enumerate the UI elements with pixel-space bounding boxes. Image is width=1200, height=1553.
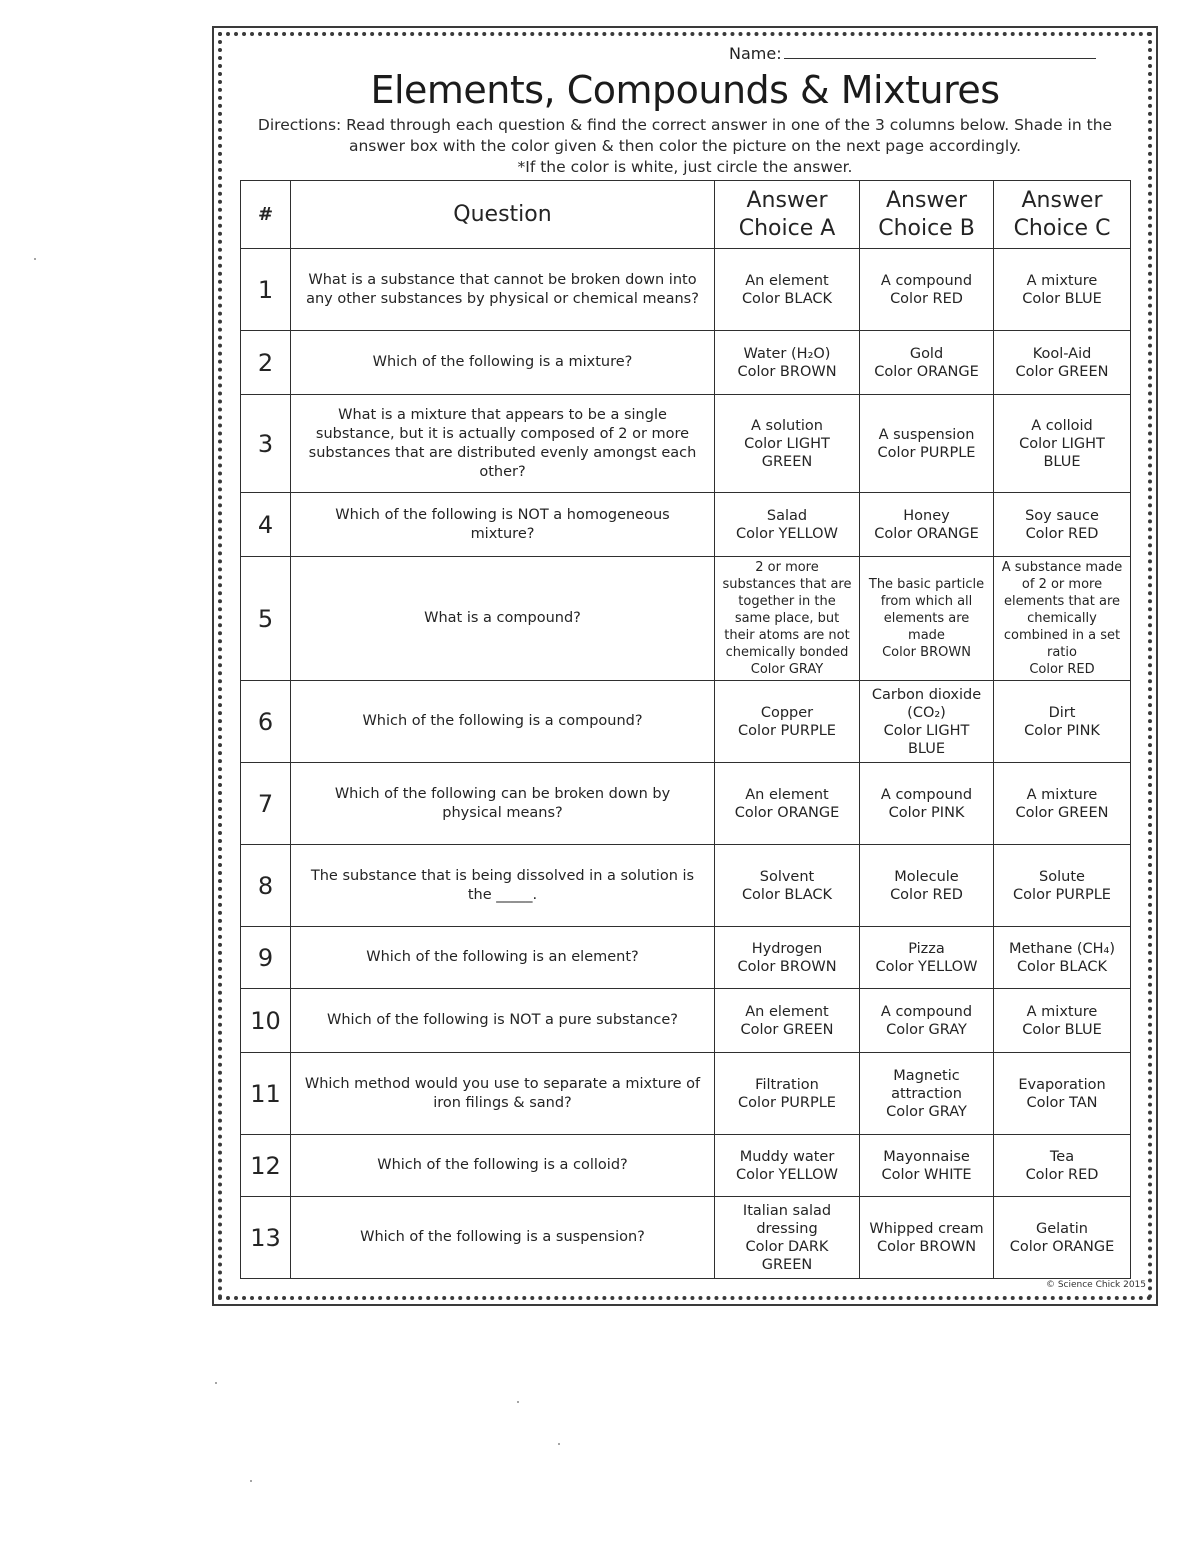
table-row (241, 1197, 1131, 1279)
answer-text: Filtration (755, 1076, 819, 1093)
question-number: 10 (241, 989, 291, 1053)
answer-text: Gelatin (1036, 1220, 1088, 1237)
answer-choice-a[interactable] (715, 249, 860, 331)
question-number: 12 (241, 1135, 291, 1197)
answer-color: Color TAN (1026, 1094, 1098, 1111)
answer-text: A mixture (1026, 786, 1098, 803)
answer-choice-a[interactable] (715, 395, 860, 493)
header-number: # (241, 181, 291, 249)
header-choice-b: Answer Choice B (860, 181, 994, 249)
directions-text: Directions: Read through each question & find the correct answer in one of the 3 columns below. Shade in the answer box with the color given & then color the picture on the next page accordingly. (257, 116, 1113, 155)
answer-choice-a[interactable] (715, 1197, 860, 1279)
scan-speck (34, 258, 36, 260)
answer-color: Color BLUE (1022, 290, 1102, 307)
answer-choice-a[interactable] (715, 681, 860, 763)
question-number: 6 (241, 681, 291, 763)
answer-color: Color YELLOW (875, 958, 978, 975)
answer-choice-c[interactable] (994, 1053, 1131, 1135)
answer-color: Color WHITE (881, 1166, 972, 1183)
answer-color: Color BLACK (741, 886, 833, 903)
answer-color: Color PINK (1024, 722, 1100, 739)
answer-choice-b[interactable] (860, 763, 994, 845)
answer-text: Solute (1039, 868, 1085, 885)
answer-choice-b[interactable] (860, 493, 994, 557)
answer-text: The basic particle from which all elements are made (868, 577, 985, 643)
answer-text: Italian salad dressing (742, 1202, 832, 1237)
answer-color: Color BLACK (1016, 958, 1108, 975)
question-text: What is a mixture that appears to be a single substance, but it is actually composed of 2 or more substances that are distributed evenly amongst each other? (291, 395, 715, 493)
answer-choice-c[interactable] (994, 395, 1131, 493)
scan-speck (215, 1382, 217, 1384)
question-text: Which of the following is a colloid? (291, 1135, 715, 1197)
answer-color: Color ORANGE (1009, 1238, 1115, 1255)
answer-color: Color RED (890, 886, 963, 903)
table-row (241, 249, 1131, 331)
answer-choice-b[interactable] (860, 1135, 994, 1197)
answer-color: Color GREEN (1015, 804, 1109, 821)
question-text: Which of the following can be broken down by physical means? (291, 763, 715, 845)
answer-text: Hydrogen (751, 940, 823, 957)
answer-color: Color PURPLE (1013, 886, 1111, 903)
question-number: 4 (241, 493, 291, 557)
answer-text: A mixture (1026, 272, 1098, 289)
answer-text: Copper (760, 704, 814, 721)
answer-choice-b[interactable] (860, 989, 994, 1053)
directions-note: *If the color is white, just circle the answer. (517, 158, 853, 176)
answer-text: Methane (CH₄) (1008, 940, 1116, 957)
answer-color: Color GRAY (750, 662, 824, 677)
answer-text: An element (745, 786, 829, 803)
answer-choice-b[interactable] (860, 845, 994, 927)
answer-color: Color YELLOW (736, 525, 838, 542)
name-blank[interactable] (784, 44, 1096, 59)
question-text: Which method would you use to separate a mixture of iron filings & sand? (291, 1053, 715, 1135)
answer-text: A colloid (1031, 417, 1093, 434)
answer-text: Carbon dioxide (CO₂) (871, 686, 982, 721)
question-text: What is a substance that cannot be broken down into any other substances by physical or chemical means? (291, 249, 715, 331)
question-number: 7 (241, 763, 291, 845)
question-text: Which of the following is NOT a homogeneous mixture? (291, 493, 715, 557)
answer-text: Molecule (894, 868, 959, 885)
answer-choice-a[interactable] (715, 989, 860, 1053)
question-text: Which of the following is a mixture? (291, 331, 715, 395)
name-label: Name: (729, 44, 782, 63)
answer-color: Color ORANGE (734, 804, 840, 821)
answer-color: Color DARK GREEN (745, 1238, 829, 1273)
answer-text: Mayonnaise (883, 1148, 970, 1165)
copyright: © Science Chick 2015 (1045, 1280, 1146, 1290)
answer-choice-b[interactable] (860, 331, 994, 395)
answer-text: Magnetic attraction (891, 1067, 962, 1102)
answer-color: Color ORANGE (874, 525, 979, 542)
answer-text: A substance made of 2 or more elements that are chemically combined in a set ratio (1001, 560, 1123, 660)
question-text: Which of the following is an element? (291, 927, 715, 989)
scan-speck (517, 1401, 519, 1403)
answer-choice-a[interactable] (715, 1053, 860, 1135)
answer-text: Salad (766, 507, 808, 524)
header-choice-c: Answer Choice C (994, 181, 1131, 249)
header-choice-a: Answer Choice A (715, 181, 860, 249)
question-number: 1 (241, 249, 291, 331)
answer-text: An element (745, 272, 829, 289)
answer-choice-b[interactable] (860, 557, 994, 681)
answer-text: Honey (903, 507, 950, 524)
answer-choice-a[interactable] (715, 1135, 860, 1197)
answer-color: Color RED (1025, 525, 1099, 542)
answer-text: Whipped cream (869, 1220, 984, 1237)
table-body (241, 249, 1131, 1279)
answer-text: Muddy water (739, 1148, 835, 1165)
answer-text: 2 or more substances that are together in the same place, but their atoms are not chemically bonded (722, 560, 852, 660)
table-row (241, 331, 1131, 395)
answer-color: Color BLUE (1022, 1021, 1102, 1038)
question-text: Which of the following is a suspension? (291, 1197, 715, 1279)
question-number: 8 (241, 845, 291, 927)
answer-choice-c[interactable] (994, 763, 1131, 845)
worksheet (212, 26, 1158, 1306)
scan-speck (558, 1443, 560, 1445)
answer-text: A compound (880, 1003, 973, 1020)
answer-text: Pizza (908, 940, 945, 957)
answer-color: Color GRAY (886, 1103, 967, 1120)
question-number: 2 (241, 331, 291, 395)
answer-text: Water (H₂O) (743, 345, 831, 362)
answer-color: Color RED (1029, 662, 1095, 677)
answer-color: Color BLACK (741, 290, 833, 307)
answer-color: Color GREEN (1015, 363, 1109, 380)
answer-text: A compound (880, 272, 973, 289)
answer-color: Color PURPLE (877, 444, 976, 461)
table-row (241, 557, 1131, 681)
question-number: 11 (241, 1053, 291, 1135)
answer-choice-c[interactable] (994, 681, 1131, 763)
answer-choice-b[interactable] (860, 1053, 994, 1135)
table-row (241, 395, 1131, 493)
answer-choice-c[interactable] (994, 1197, 1131, 1279)
answer-choice-a[interactable] (715, 763, 860, 845)
answer-color: Color BROWN (882, 645, 971, 660)
answer-color: Color PURPLE (738, 722, 836, 739)
table-row (241, 763, 1131, 845)
answer-color: Color BROWN (737, 363, 837, 380)
answer-choice-c[interactable] (994, 845, 1131, 927)
question-text: Which of the following is a compound? (291, 681, 715, 763)
question-number: 9 (241, 927, 291, 989)
answer-text: Dirt (1048, 704, 1076, 721)
table-header-row (241, 181, 1131, 249)
table-row (241, 1053, 1131, 1135)
table-row (241, 845, 1131, 927)
answer-choice-c[interactable] (994, 927, 1131, 989)
answer-text: A mixture (1026, 1003, 1098, 1020)
answer-text: An element (745, 1003, 829, 1020)
answer-color: Color PURPLE (738, 1094, 836, 1111)
answer-color: Color RED (1025, 1166, 1099, 1183)
answer-text: Gold (909, 345, 944, 362)
answer-text: A suspension (878, 426, 975, 443)
answer-choice-b[interactable] (860, 249, 994, 331)
answer-choice-c[interactable] (994, 331, 1131, 395)
answer-choice-c[interactable] (994, 1135, 1131, 1197)
question-table (240, 180, 1131, 1279)
answer-text: Soy sauce (1025, 507, 1099, 524)
table-row (241, 493, 1131, 557)
answer-choice-b[interactable] (860, 927, 994, 989)
answer-text: Kool-Aid (1032, 345, 1092, 362)
answer-color: Color BROWN (876, 1238, 977, 1255)
question-number: 13 (241, 1197, 291, 1279)
answer-color: Color BROWN (737, 958, 837, 975)
table-row (241, 927, 1131, 989)
scan-speck (250, 1480, 252, 1482)
answer-choice-b[interactable] (860, 1197, 994, 1279)
answer-choice-a[interactable] (715, 331, 860, 395)
question-text: What is a compound? (291, 557, 715, 681)
answer-color: Color ORANGE (874, 363, 979, 380)
answer-color: Color LIGHT GREEN (744, 435, 830, 470)
table-row (241, 1135, 1131, 1197)
question-text: The substance that is being dissolved in a solution is the _____. (291, 845, 715, 927)
question-number: 5 (241, 557, 291, 681)
answer-choice-a[interactable] (715, 845, 860, 927)
directions (254, 115, 1116, 178)
answer-text: A solution (751, 417, 823, 434)
answer-choice-a[interactable] (715, 927, 860, 989)
answer-color: Color YELLOW (736, 1166, 838, 1183)
answer-choice-b[interactable] (860, 681, 994, 763)
answer-text: Solvent (759, 868, 815, 885)
answer-choice-a[interactable] (715, 557, 860, 681)
answer-text: Evaporation (1018, 1076, 1106, 1093)
answer-color: Color LIGHT BLUE (1019, 435, 1105, 470)
table-row (241, 989, 1131, 1053)
question-number: 3 (241, 395, 291, 493)
name-field[interactable] (729, 44, 1096, 63)
answer-color: Color LIGHT BLUE (883, 722, 970, 757)
answer-text: A compound (880, 786, 973, 803)
answer-text: Tea (1049, 1148, 1075, 1165)
answer-choice-a[interactable] (715, 493, 860, 557)
header-question: Question (291, 181, 715, 249)
answer-color: Color RED (890, 290, 963, 307)
answer-color: Color GREEN (740, 1021, 834, 1038)
answer-color: Color GRAY (886, 1021, 967, 1038)
answer-choice-c[interactable] (994, 493, 1131, 557)
page-title: Elements, Compounds & Mixtures (370, 68, 1000, 112)
answer-choice-b[interactable] (860, 395, 994, 493)
table-row (241, 681, 1131, 763)
answer-choice-c[interactable] (994, 557, 1131, 681)
question-text: Which of the following is NOT a pure substance? (291, 989, 715, 1053)
answer-color: Color PINK (888, 804, 965, 821)
answer-choice-c[interactable] (994, 249, 1131, 331)
answer-choice-c[interactable] (994, 989, 1131, 1053)
